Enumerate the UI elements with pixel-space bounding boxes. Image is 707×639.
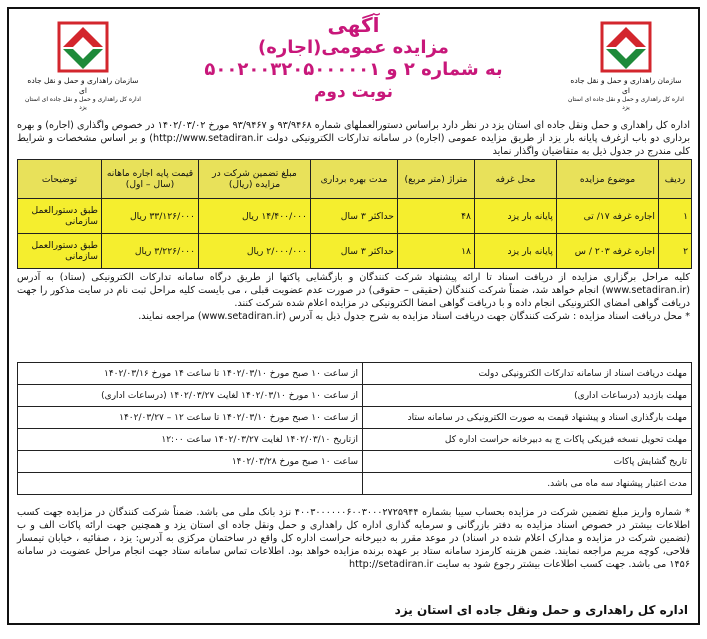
- advertisement-page: [7, 7, 700, 625]
- col-header: موضوع مزایده: [557, 160, 659, 199]
- col-header: توضیحات: [18, 160, 102, 199]
- table-cell: ۱۴/۴۰۰/۰۰۰ ریال: [199, 199, 311, 234]
- table-cell: اجاره غرفه ۱۷/ تی: [557, 199, 659, 234]
- road-org-logo-icon: [57, 21, 109, 73]
- org-logo-left: [23, 21, 143, 112]
- table-cell: پایانه بار یزد: [475, 199, 557, 234]
- table-row: [18, 429, 692, 451]
- org-name: سازمان راهداری و حمل و نقل جاده ای: [27, 76, 139, 95]
- org-subname: اداره کل راهداری و حمل و نقل جاده ای استان یزد: [568, 96, 684, 111]
- table-row: [18, 473, 692, 495]
- intro-paragraph: اداره کل راهداری و حمل ونقل جاده ای استان یزد در نظر دارد براساس دستورالعملهای شماره ۹۳/۹۴۶۸ و ۹۳/۹۴۶۷ مورخ ۱۴۰۲/۰۳/۰۲ در خصوص واگذاری (اجاره) و بهره برداری دو باب ازغرف پایانه بار یزد از طریق مزایده عمومی (اجاره) در سامانه تدارکات الکترونیکی دولت http://www.setadiran.ir) و بر اساس مشخصات و شرایط کلی مندرج در جدول ذیل به متقاضیان واگذار نماید: [17, 120, 690, 157]
- col-header: متراژ (متر مربع): [398, 160, 475, 199]
- table-cell: حداکثر ۳ سال: [311, 199, 398, 234]
- table-row: [18, 363, 692, 385]
- table-row: [18, 451, 692, 473]
- footer-paragraph: * شماره واریز مبلغ تضمین شرکت در مزایده بحساب سیبا بشماره ۴۰۰۳۰۰۰۰۰۰۶۰۰۳۰۰۰۲۷۲۵۹۴۴ نزد بانک ملی می باشد. ضمناً شرکت کنندگان در مزایده جهت کسب اطلاعات بیشتر در خصوص اسناد مزایده به دفتر بازرگانی و سرمایه گذاری اداره کل راهداری و حمل ونقل جاده ای استان یزد و همچنین جهت ارائه پاکات الف و ب (تضمین شرکت در مزایده و مدارک اعلام شده در اسناد) در موعد مقرر به دبیرخانه حراست اداره کل واقع در ساختمان مرکزی به آدرس: یزد ، صفائیه ، خیابان تیمسار فلاحی، کوچه مریم مراجعه نمایند. ضمن هزینه کارمزد سامانه ستاد بر عهده برنده مزایده خواهد بود. اطلاعات تماس سامانه ستاد جهت انجام مراحل عضویت در سامانه ۱۴۵۶ می باشد. جهت کسب اطلاعات بیشتر رجوع شود به سایت http://setadiran.ir: [17, 507, 690, 570]
- schedule-value: ازتاریخ ۱۴۰۲/۰۳/۱۰ لغایت ۱۴۰۲/۰۳/۲۷ ساعت ۱۲:۰۰: [18, 429, 363, 451]
- schedule-label: مدت اعتبار پیشنهاد سه ماه می باشد.: [363, 473, 692, 495]
- table-cell: طبق دستورالعمل سازمانی: [18, 234, 102, 269]
- table-header-row: [18, 160, 692, 199]
- table-row: [18, 199, 692, 234]
- col-header: مبلغ تضمین شرکت در مزایده (ریال): [199, 160, 311, 199]
- org-logo-right: [566, 21, 686, 112]
- table-cell: اجاره غرفه ۲۰۳ / س: [557, 234, 659, 269]
- ad-number: به شماره ۲ و ۵۰۰۲۰۰۳۲۰۵۰۰۰۰۰۱: [204, 59, 503, 80]
- schedule-label: مهلت بازدید (درساعات اداری): [363, 385, 692, 407]
- table-cell: حداکثر ۳ سال: [311, 234, 398, 269]
- procedure-paragraph: [17, 271, 690, 323]
- table-cell: ۳۳/۱۲۶/۰۰۰ ریال: [102, 199, 199, 234]
- schedule-label: مهلت بارگذاری اسناد و پیشنهاد قیمت به صورت الکترونیکی در سامانه ستاد: [363, 407, 692, 429]
- title-block: [159, 13, 548, 103]
- col-header: قیمت پایه اجاره ماهانه (سال – اول): [102, 160, 199, 199]
- auction-items-table: [17, 159, 692, 269]
- documents-location-text: * محل دریافت اسناد مزایده : شرکت کنندگان جهت دریافت اسناد مزایده به شرح جدول ذیل به آدرس (www.setadiran.ir) مراجعه نمایند.: [138, 311, 690, 322]
- table-cell: ۲/۰۰۰/۰۰۰ ریال: [199, 234, 311, 269]
- header: [9, 13, 698, 119]
- org-subname: اداره کل راهداری و حمل و نقل جاده ای استان یزد: [25, 96, 141, 111]
- procedure-text: کلیه مراحل برگزاری مزایده از دریافت اسناد تا ارائه پیشنهاد شرکت کنندگان و بازگشایی پاکتها از طریق درگاه سامانه تدارکات الکترونیکی (ستاد) به آدرس (www.setadiran.ir) انجام خواهد شد، ضمناً شرکت کنندگان (حقیقی – حقوقی) در صورت عدم عضویت قبلی ، می بایست کلیه مراحل ثبت نام در سایت مذکور را جهت دریافت گواهی امضای الکترونیکی انجام داده و با دریافت گواهی امضا الکترونیکی در مزایده اعلام شده شرکت کنند.: [17, 272, 690, 309]
- schedule-value: از ساعت ۱۰ صبح مورخ ۱۴۰۲/۰۳/۱۰ تا ساعت ۱۴ مورخ ۱۴۰۲/۰۳/۱۶: [18, 363, 363, 385]
- ad-subtitle: مزایده عمومی(اجاره): [258, 37, 449, 58]
- schedule-label: مهلت تحویل نسخه فیزیکی پاکات ج به دبیرخانه حراست اداره کل: [363, 429, 692, 451]
- table-cell: ۱۸: [398, 234, 475, 269]
- org-name: سازمان راهداری و حمل و نقل جاده ای: [570, 76, 682, 95]
- col-header: مدت بهره برداری: [311, 160, 398, 199]
- table-cell: ۴۸: [398, 199, 475, 234]
- table-cell: ۳/۲۲۶/۰۰۰ ریال: [102, 234, 199, 269]
- table-cell: ۱: [659, 199, 692, 234]
- schedule-value: [18, 473, 363, 495]
- ad-title: آگهی: [327, 13, 380, 37]
- road-org-logo-icon: [600, 21, 652, 73]
- table-cell: پایانه بار یزد: [475, 234, 557, 269]
- table-row: [18, 385, 692, 407]
- schedule-value: ساعت ۱۰ صبح مورخ ۱۴۰۲/۰۳/۲۸: [18, 451, 363, 473]
- schedule-value: از ساعت ۱۰ صبح مورخ ۱۴۰۲/۰۳/۱۰ تا ساعت ۱۲ – ۱۴۰۲/۰۳/۲۷: [18, 407, 363, 429]
- table-cell: طبق دستورالعمل سازمانی: [18, 199, 102, 234]
- schedule-label: مهلت دریافت اسناد از سامانه تدارکات الکترونیکی دولت: [363, 363, 692, 385]
- table-row: [18, 407, 692, 429]
- col-header: محل غرفه: [475, 160, 557, 199]
- schedule-label: تاریخ گشایش پاکات: [363, 451, 692, 473]
- col-header: ردیف: [659, 160, 692, 199]
- table-cell: ۲: [659, 234, 692, 269]
- schedule-table: [17, 362, 692, 495]
- signature: اداره کل راهداری و حمل ونقل جاده ای استان یزد: [394, 603, 688, 617]
- schedule-value: از ساعت ۱۰ مورخ ۱۴۰۲/۰۳/۱۰ لغایت ۱۴۰۲/۰۳/۲۷ (درساعات اداری): [18, 385, 363, 407]
- ad-round: نوبت دوم: [313, 82, 394, 102]
- table-row: [18, 234, 692, 269]
